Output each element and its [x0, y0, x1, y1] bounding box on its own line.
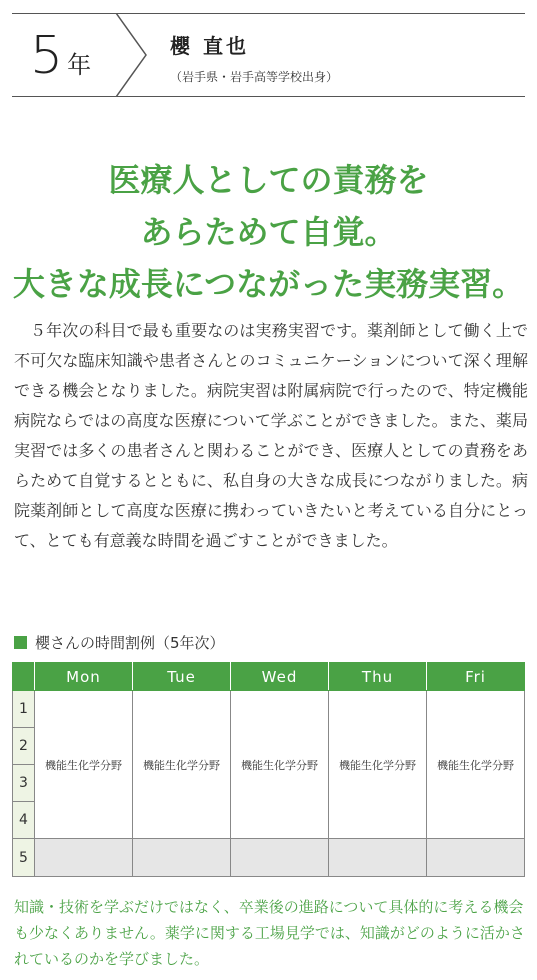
student-name: 櫻 直也: [170, 34, 249, 58]
period-label: 4: [13, 802, 35, 839]
day-header: Wed: [231, 663, 329, 691]
period-label: 3: [13, 765, 35, 802]
period-label: 1: [13, 691, 35, 728]
period-label: 5: [13, 839, 35, 877]
headline-line-2: あらためて自覚。: [140, 213, 397, 251]
timetable-title: [14, 632, 225, 653]
subject-cell: 機能生化学分野: [231, 691, 329, 839]
table-row: [13, 839, 525, 877]
empty-cell: [35, 839, 133, 877]
headline-line-1: 医療人としての責務を: [108, 161, 429, 199]
green-square-icon: [14, 636, 27, 649]
empty-cell: [231, 839, 329, 877]
subject-cell: 機能生化学分野: [329, 691, 427, 839]
headline: [0, 154, 537, 310]
timetable-corner: [13, 663, 35, 691]
empty-cell: [427, 839, 525, 877]
student-origin: （岩手県・岩手高等学校出身）: [170, 70, 339, 84]
chevron-divider-icon: [114, 13, 150, 97]
period-label: 2: [13, 728, 35, 765]
day-header: Tue: [133, 663, 231, 691]
year-number: 5: [30, 26, 64, 86]
subject-cell: 機能生化学分野: [427, 691, 525, 839]
year-label: [30, 26, 91, 86]
body-paragraph: ５年次の科目で最も重要なのは実務実習です。薬剤師として働く上で不可欠な臨床知識や患者さんとのコミュニケーションについて深く理解できる機会となりました。病院実習は附属病院で行ったので、特定機能病院ならではの高度な医療について学ぶことができました。また、薬局実習では多くの患者さんと関わることができ、医療人としての責務をあらためて自覚するとともに、私自身の大きな成長につながりました。病院薬剤師として高度な医療に携わっていきたいと考えている自分にとって、とても有意義な時間を過ごすことができました。: [14, 321, 528, 550]
day-header: Thu: [329, 663, 427, 691]
timetable-header-row: [13, 663, 525, 691]
timetable: [12, 662, 525, 877]
timetable-title-text: 櫻さんの時間割例（5年次）: [35, 634, 225, 652]
headline-line-3: 大きな成長につながった実務実習。: [12, 265, 525, 303]
student-header: [12, 13, 525, 97]
subject-cell: 機能生化学分野: [133, 691, 231, 839]
table-row: [13, 691, 525, 728]
empty-cell: [133, 839, 231, 877]
day-header: Mon: [35, 663, 133, 691]
year-unit: 年: [67, 51, 92, 79]
subject-cell: 機能生化学分野: [35, 691, 133, 839]
empty-cell: [329, 839, 427, 877]
footer-paragraph: 知識・技術を学ぶだけではなく、卒業後の進路について具体的に考える機会も少なくありません。薬学に関する工場見学では、知識がどのように活かされているのかを学びました。: [14, 898, 525, 968]
day-header: Fri: [427, 663, 525, 691]
